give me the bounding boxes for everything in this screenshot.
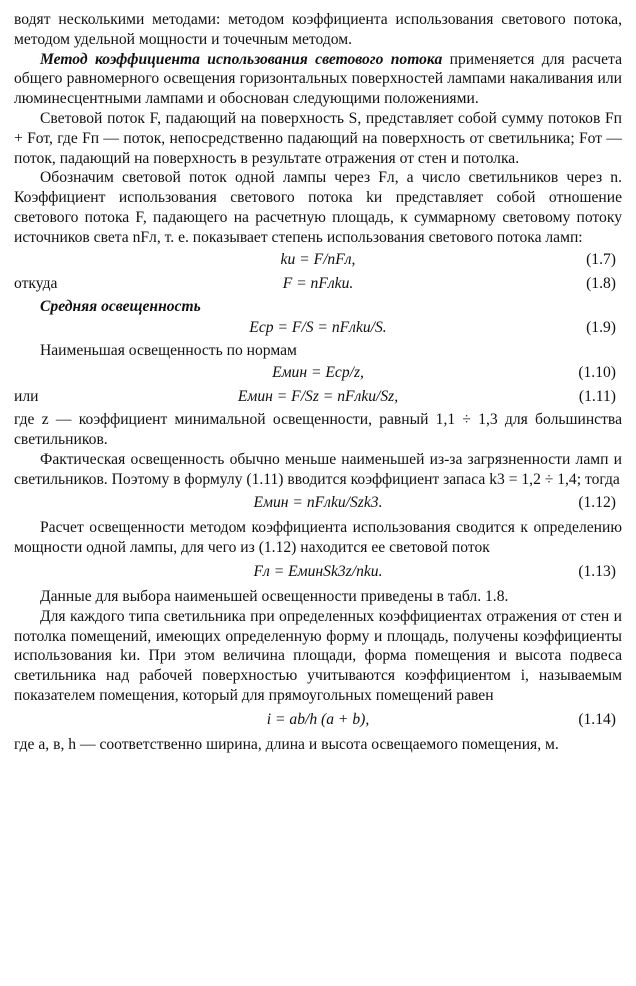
equation-1-7 [14, 249, 622, 271]
equation-formula: F = nFлkи. [282, 274, 354, 292]
equation-1-11 [14, 386, 622, 408]
paragraph-actual-illuminance: Фактическая освещенность обычно меньше наименьшей из-за загрязненности ламп и светильников. Поэтому в формулу (1.11) вводится коэффициент запаса k3 = 1,2 ÷ 1,4; тогда [14, 450, 622, 488]
paragraph-room-index: Для каждого типа светильника при определенных коэффициентах отражения от стен и потолка помещений, имеющих определенную форму и площадь, получены коэффициенты использования kи. При этом величина площади, форма помещения и высота подвеса светильника над рабочей поверхностью учитываются коэффициентом i, называемым показателем помещения, который для прямоугольных помещений равен [14, 607, 622, 704]
method-description: применяется для расчета общего равномерного освещения горизонтальных поверхностей лампами накаливания или люминесцентными лампами и обоснован следующими положениями. [14, 50, 622, 108]
equation-number: (1.9) [586, 319, 616, 337]
paragraph-z-coefficient: где z — коэффициент минимальной освещенности, равный 1,1 ÷ 1,3 для большинства светильников. [14, 411, 622, 448]
label-ili: или [14, 388, 39, 406]
equation-1-14 [14, 707, 622, 733]
paragraph-utilization-coefficient: Обозначим световой поток одной лампы через Fл, а число светильников через n. Коэффициент использования светового потока kи представляет собой отношение светового потока F, падающего на расчетную площадь, к суммарному световому потоку источников света nFл, т. е. показывает степень использования светового потока ламп: [14, 169, 622, 246]
equation-1-9 [14, 317, 622, 339]
paragraph-method [14, 50, 622, 109]
equation-formula: kи = F/nFл, [280, 250, 356, 268]
paragraph-calculation: Расчет освещенности методом коэффициента использования сводится к определению мощности одной лампы, для чего из (1.12) находится ее световой поток [14, 519, 622, 557]
equation-number: (1.10) [578, 364, 616, 382]
label-minimum-illuminance: Наименьшая освещенность по нормам [40, 342, 297, 360]
equation-number: (1.11) [578, 388, 616, 406]
equation-1-10 [14, 362, 622, 384]
equation-1-12 [14, 490, 622, 516]
paragraph-table-reference: Данные для выбора наименьшей освещенности приведены в табл. 1.8. [40, 587, 509, 605]
equation-formula: i = ab/h (a + b), [266, 710, 370, 728]
equation-number: (1.7) [586, 250, 616, 268]
equation-number: (1.14) [578, 710, 616, 728]
method-title: Метод коэффициента использования светового потока [40, 50, 443, 68]
equation-number: (1.13) [578, 562, 616, 580]
equation-number: (1.12) [578, 494, 616, 512]
paragraph-luminous-flux: Световой поток F, падающий на поверхность S, представляет собой сумму потоков Fп + Fот, где Fп — поток, непосредственно падающий на поверхность от светильника; Fот — поток, падающий на поверхность в результате отражения от стен и потолка. [14, 109, 622, 167]
equation-1-13 [14, 559, 622, 585]
equation-formula: Fл = EминSk3z/nkи. [253, 562, 383, 580]
equation-formula: Eмин = F/Sz = nFлkи/Sz, [237, 388, 399, 406]
equation-formula: Eср = F/S = nFлkи/S. [249, 319, 387, 337]
equation-formula: Eмин = nFлkи/Szk3. [253, 494, 383, 512]
heading-average-illuminance: Средняя освещенность [40, 297, 201, 315]
equation-1-8 [14, 273, 622, 295]
equation-number: (1.8) [586, 274, 616, 292]
label-otkuda: откуда [14, 274, 58, 292]
paragraph-intro: водят несколькими методами: методом коэффициента использования светового потока, методом удельной мощности и точечным методом. [14, 11, 622, 48]
paragraph-dimensions: где a, в, h — соответственно ширина, длина и высота освещаемого помещения, м. [14, 735, 559, 753]
equation-formula: Eмин = Eср/z, [272, 364, 364, 382]
